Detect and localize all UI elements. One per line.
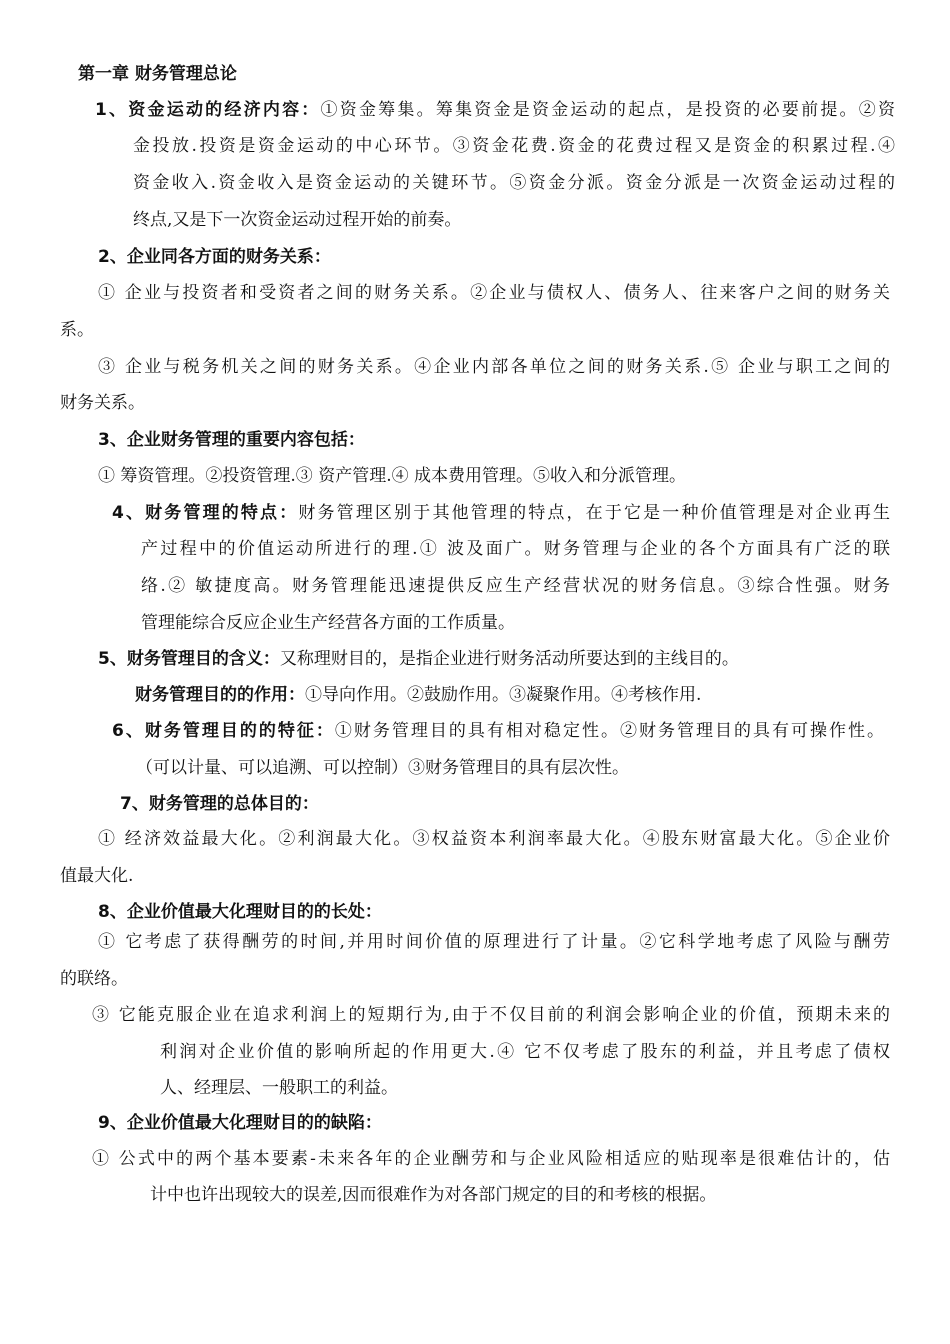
s2-line-2: 系。 [60,320,94,340]
s7-line-2: 值最大化. [60,866,134,886]
s4-line-2: 产过程中的价值运动所进行的理.① 波及面广。财务管理与企业的各个方面具有广泛的联 [141,539,890,559]
s2-line-1: ① 企业与投资者和受资者之间的财务关系。②企业与债权人、债务人、往来客户之间的财务关 [98,283,890,303]
s7-heading: 7、财务管理的总体目的： [120,794,319,814]
s5-heading: 5、财务管理目的含义： [98,649,280,669]
s8-line-2: 的联络。 [60,969,128,989]
s4-line-4: 管理能综合反应企业生产经营各方面的工作质量。 [141,613,515,633]
s6-line-1 [112,719,884,743]
s4-line-3: 络.② 敏捷度高。财务管理能迅速提供反应生产经营状况的财务信息。③综合性强。财务 [141,576,890,596]
s9-line-1: ① 公式中的两个基本要素-未来各年的企业酬劳和与企业风险相适应的贴现率是很难估计的，估 [92,1149,890,1169]
s5-line-2 [135,683,701,707]
s4-text-1: 财务管理区别于其他管理的特点，在于它是一种价值管理是对企业再生 [298,503,890,523]
s6-line-2: （可以计量、可以追溯、可以控制）③财务管理目的具有层次性。 [136,758,629,778]
s1-line-4: 终点,又是下一次资金运动过程开始的前奏。 [133,210,462,230]
s5-line-1 [98,647,739,671]
s9-line-2: 计中也许出现较大的误差,因而很难作为对各部门规定的目的和考核的根据。 [150,1185,717,1205]
s8-heading: 8、企业价值最大化理财目的的长处： [98,902,382,922]
s5-text-1: 又称理财目的，是指企业进行财务活动所要达到的主线目的。 [279,649,739,669]
s8-line-5: 人、经理层、一般职工的利益。 [160,1078,398,1098]
s2-line-4: 财务关系。 [60,393,145,413]
s6-text-1: ①财务管理目的具有相对稳定性。②财务管理目的具有可操作性。 [334,721,885,741]
s3-line-1: ① 筹资管理。②投资管理.③ 资产管理.④ 成本费用管理。⑤收入和分派管理。 [98,466,687,486]
s8-line-1: ① 它考虑了获得酬劳的时间,并用时间价值的原理进行了计量。②它科学地考虑了风险与酬劳 [98,932,890,952]
s5-text-2: ①导向作用。②鼓励作用。③凝聚作用。④考核作用. [305,685,702,705]
s8-line-3: ③ 它能克服企业在追求利润上的短期行为,由于不仅目前的利润会影响企业的价值，预期未来的 [92,1005,890,1025]
s8-line-4: 利润对企业价值的影响所起的作用更大.④ 它不仅考虑了股东的利益，并且考虑了债权 [160,1042,890,1062]
s4-line-1 [112,501,890,525]
s5-subheading: 财务管理目的的作用： [135,685,305,705]
s1-heading: 1、资金运动的经济内容： [95,100,321,120]
s1-line-1 [95,98,895,122]
s1-text-1: ①资金筹集。筹集资金是资金运动的起点，是投资的必要前提。②资 [320,100,896,120]
s1-line-2: 金投放.投资是资金运动的中心环节。③资金花费.资金的花费过程又是资金的积累过程.④ [133,136,895,156]
chapter-title: 第一章 财务管理总论 [78,64,237,84]
s2-line-3: ③ 企业与税务机关之间的财务关系。④企业内部各单位之间的财务关系.⑤ 企业与职工之间的 [98,357,890,377]
s6-heading: 6、财务管理目的的特征： [112,721,335,741]
s3-heading: 3、企业财务管理的重要内容包括： [98,430,365,450]
s9-heading: 9、企业价值最大化理财目的的缺陷： [98,1113,382,1133]
s1-line-3: 资金收入.资金收入是资金运动的关键环节。⑤资金分派。资金分派是一次资金运动过程的 [133,173,895,193]
s7-line-1: ① 经济效益最大化。②利润最大化。③权益资本利润率最大化。④股东财富最大化。⑤企业价 [98,829,890,849]
s2-heading: 2、企业同各方面的财务关系： [98,247,331,267]
s4-heading: 4、财务管理的特点： [112,503,299,523]
